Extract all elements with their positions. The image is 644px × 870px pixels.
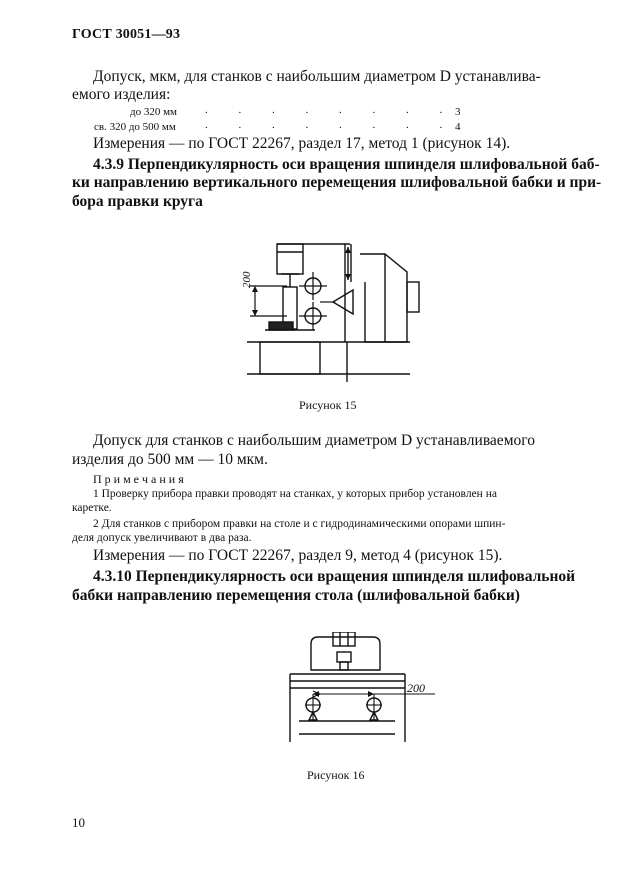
figure-16-dimension-label: 200 (407, 681, 425, 695)
note-1-line-2: каретке. (72, 502, 112, 514)
leader-dots: . . . . . . . . (205, 104, 457, 116)
figure-16-caption: Рисунок 16 (307, 768, 365, 782)
tolerance-row-label: до 320 мм (130, 106, 178, 118)
page-number: 10 (72, 815, 85, 830)
section-4-3-9-heading (93, 156, 600, 174)
tolerance-line-2: емого изделия: (72, 86, 171, 103)
measurement-reference-1: Измерения — по ГОСТ 22267, раздел 17, метод 1 (рисунок 14). (93, 135, 511, 152)
tolerance-row-value: 4 (455, 121, 461, 133)
note-2-line-1: 2 Для станков с прибором правки на столе и с гидродинамическими опорами шпин- (93, 518, 506, 530)
section-4-3-9-line-1: 4.3.9 Перпендикулярность оси вращения шпинделя шлифовальной баб- (93, 156, 600, 173)
document-header: ГОСТ 30051—93 (72, 27, 181, 42)
tolerance-2-line-2: изделия до 500 мм — 10 мкм. (72, 451, 268, 468)
figure-15-drawing (235, 232, 435, 382)
section-4-3-10-line-2: бабки направлению перемещения стола (шлифовальной бабки) (72, 587, 520, 604)
figure-16-drawing (285, 632, 460, 754)
section-4-3-10-line-1: 4.3.10 Перпендикулярность оси вращения шпинделя шлифовальной (93, 568, 576, 585)
note-2-line-2: деля допуск увеличивают в два раза. (72, 532, 252, 544)
figure-15-caption: Рисунок 15 (299, 398, 357, 412)
notes-heading: П р и м е ч а н и я (93, 472, 184, 486)
note-1-line-1: 1 Проверку прибора правки проводят на станках, у которых прибор установлен на (93, 488, 497, 500)
tolerance-2-line-1: Допуск для станков с наибольшим диаметром D устанавливаемого (93, 432, 535, 449)
tolerance-row-label: св. 320 до 500 мм (94, 121, 176, 133)
section-4-3-9-line-2: ки направлению вертикального перемещения шлифовальной бабки и при- (72, 174, 602, 191)
tolerance-line-1: Допуск, мкм, для станков с наибольшим диаметром D устанавлива- (93, 68, 541, 85)
tolerance-row-value: 3 (455, 106, 461, 118)
measurement-reference-2: Измерения — по ГОСТ 22267, раздел 9, метод 4 (рисунок 15). (93, 547, 503, 564)
section-4-3-9-line-3: бора правки круга (72, 193, 203, 210)
figure-15-dimension-label: 200 (241, 271, 253, 288)
leader-dots: . . . . . . . . (205, 119, 457, 131)
